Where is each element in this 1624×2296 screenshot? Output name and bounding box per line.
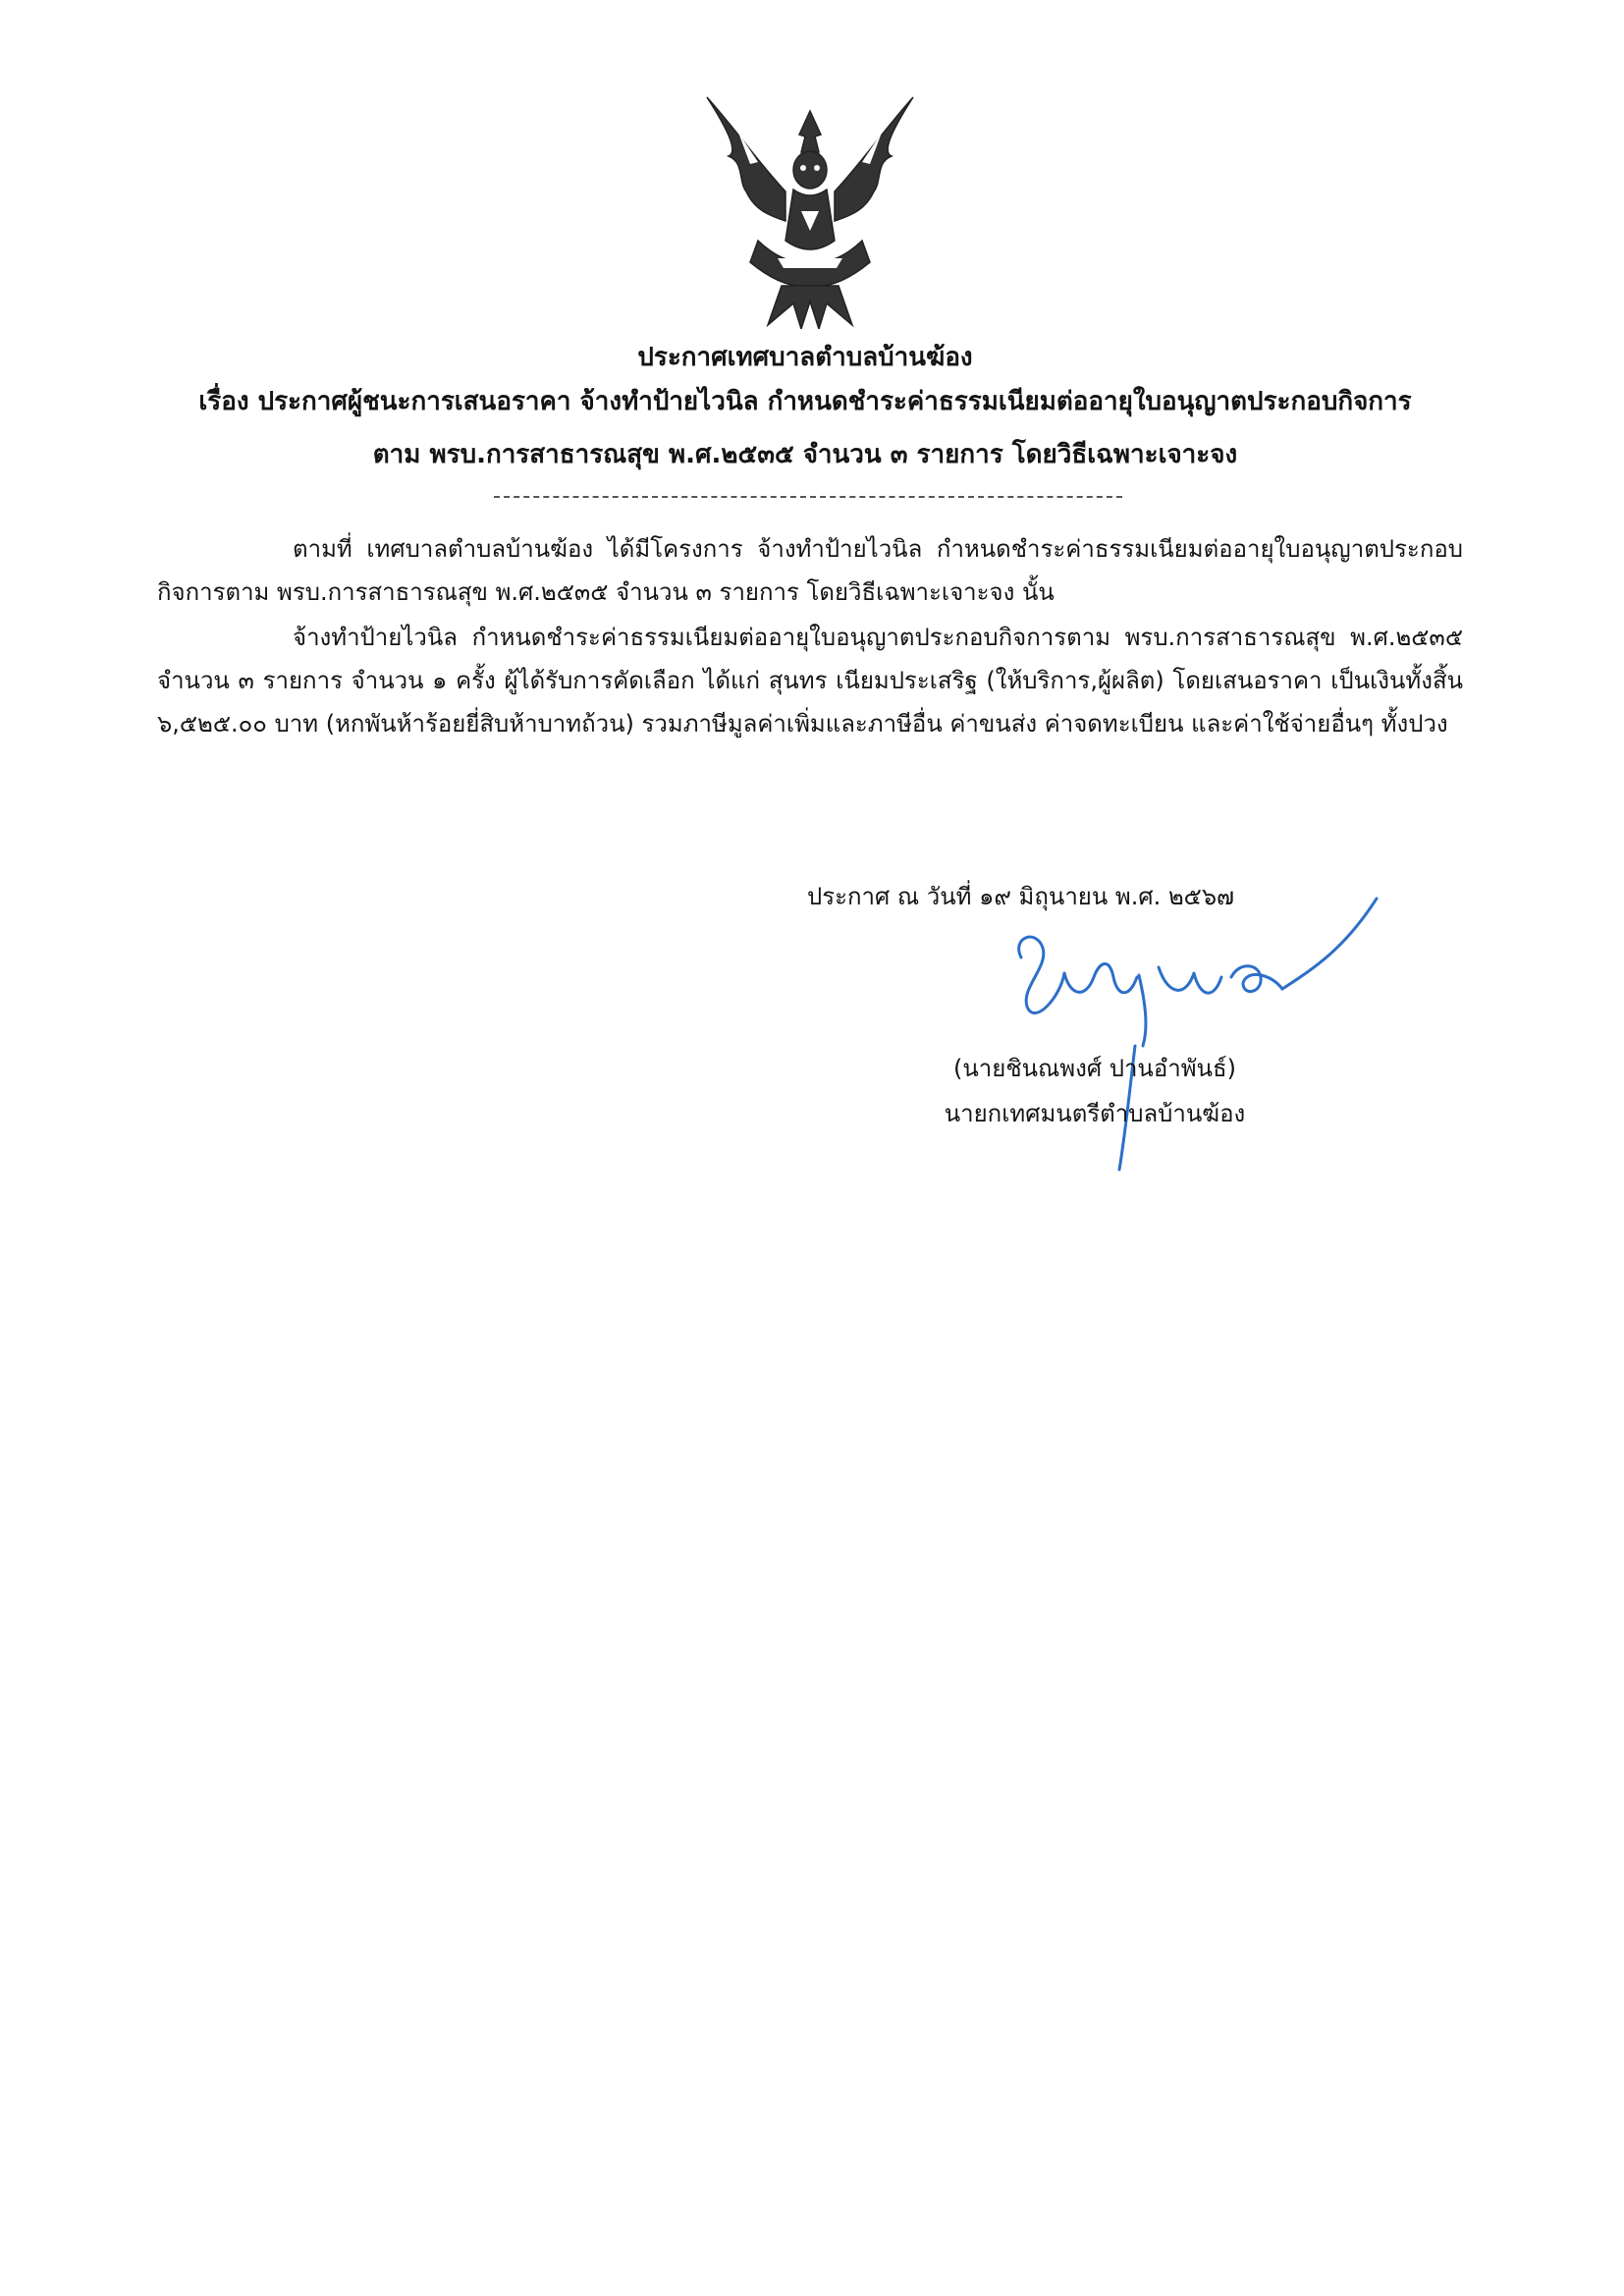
subject-line-2: ตาม พรบ.การสาธารณสุข พ.ศ.๒๕๓๕ จำนวน ๓ รายการ โดยวิธีเฉพาะเจาะจง bbox=[372, 440, 1238, 469]
announcement-title: ประกาศเทศบาลตำบลบ้านฆ้อง bbox=[637, 343, 973, 372]
announce-date: ประกาศ ณ วันที่ ๑๙ มิถุนายน พ.ศ. ๒๕๖๗ bbox=[807, 883, 1235, 910]
signer-position: นายกเทศมนตรีตำบลบ้านฆ้อง bbox=[944, 1100, 1246, 1127]
body-paragraph-1: ตามที่ เทศบาลตำบลบ้านฆ้อง ได้มีโครงการ จ้างทำป้ายไวนิล กำหนดชำระค่าธรรมเนียมต่ออายุใบอนุญาตประกอบกิจการตาม พรบ.การสาธารณสุข พ.ศ.๒๕๓๕ จำนวน ๓ รายการ โดยวิธีเฉพาะเจาะจง นั้น bbox=[157, 535, 1463, 606]
dashed-divider bbox=[494, 496, 1122, 498]
garuda-emblem-icon bbox=[699, 93, 921, 329]
subject-line-1: เรื่อง ประกาศผู้ชนะการเสนอราคา จ้างทำป้ายไวนิล กำหนดชำระค่าธรรมเนียมต่ออายุใบอนุญาตประกอบกิจการ bbox=[198, 387, 1412, 416]
body-paragraph-2: จ้างทำป้ายไวนิล กำหนดชำระค่าธรรมเนียมต่ออายุใบอนุญาตประกอบกิจการตาม พรบ.การสาธารณสุข พ.ศ.๒๕๓๕ จำนวน ๓ รายการ จำนวน ๑ ครั้ง ผู้ได้รับการคัดเลือก ได้แก่ สุนทร เนียมประเสริฐ (ให้บริการ,ผู้ผลิต) โดยเสนอราคา เป็นเงินทั้งสิ้น ๖,๕๒๕.๐๐ บาท (หกพันห้าร้อยยี่สิบห้าบาทถ้วน) รวมภาษีมูลค่าเพิ่มและภาษีอื่น ค่าขนส่ง ค่าจดทะเบียน และค่าใช้จ่ายอื่นๆ ทั้งปวง bbox=[157, 624, 1463, 738]
signer-name: (นายชินณพงศ์ ปานอำพันธ์) bbox=[953, 1055, 1236, 1082]
